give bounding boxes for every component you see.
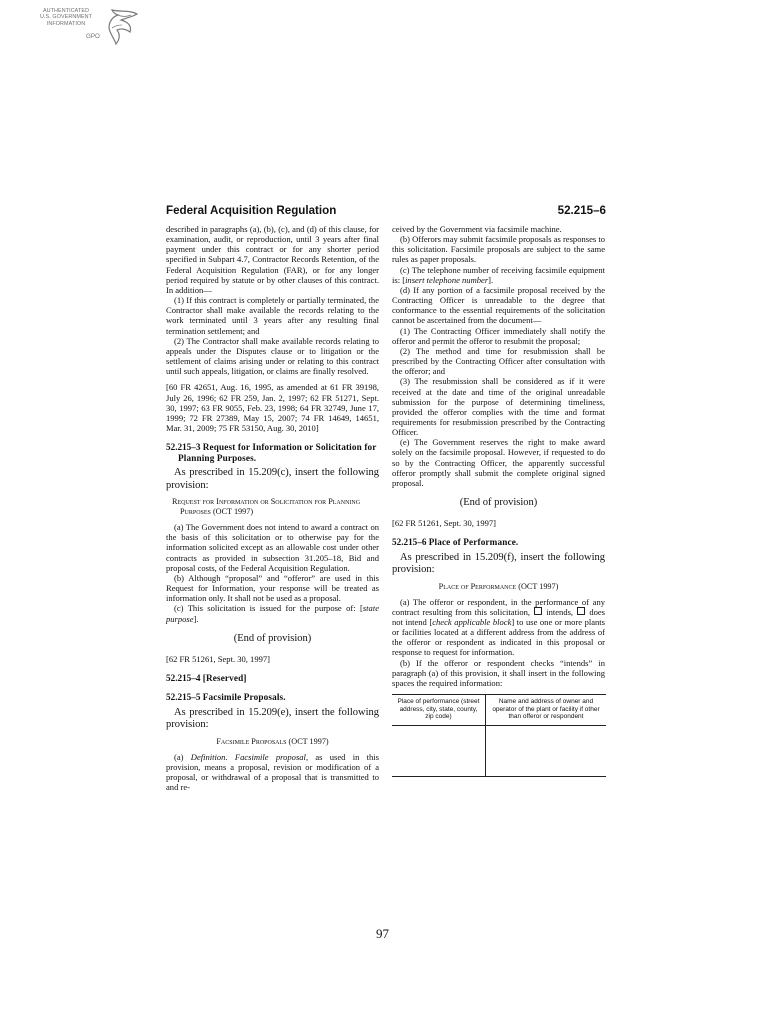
running-head-section: 52.215–6 <box>557 204 606 217</box>
paragraph: (1) If this contract is completely or partially terminated, the Contractor shall make available the records relating to the work terminated until 3 years after any resulting final termination settlement; and <box>166 295 379 336</box>
paragraph: (d) If any portion of a facsimile proposal received by the Contracting Officer is unreadable to the degree that conformance to the essential requirements of the solicitation cannot be ascertained from the document— <box>392 284 605 326</box>
seal-text <box>28 8 104 27</box>
section-heading-52-215-4 <box>166 673 379 684</box>
end-of-provision: (End of provision) <box>233 632 312 644</box>
table-header: Name and address of owner and operator of the plant or facility if other than offeror or respondent <box>485 695 606 726</box>
text-run: (c) The telephone number of receiving facsimile equipment is: [ <box>392 264 605 285</box>
italic-text: insert telephone number <box>405 274 489 285</box>
paragraph: (e) The Government reserves the right to make award solely on the facsimile proposal. However, if requested to do so by the Contracting Officer, the apparently successful offeror promptly shall submit the complete original signed proposal. <box>392 437 605 488</box>
table-header-row <box>392 695 606 726</box>
seal-line: AUTHENTICATED <box>42 8 90 14</box>
italic-text: state purpose <box>166 603 379 624</box>
paragraph: (3) The resubmission shall be considered as if it were received at the date and time of the original unreadable submission for the purpose of determining timeliness, provided the offeror complies with the time and format requirements for resubmission prescribed by the Contracting Officer. <box>392 376 605 438</box>
section-heading-52-215-3 <box>166 442 379 463</box>
paragraph <box>392 597 605 658</box>
text-run: ] to use one or more plants or facilities located at a different address from the address of the offeror or respondent as indicated in this proposal or response to request for information. <box>392 616 605 658</box>
provision-title: Place of Performance (OCT 1997) <box>438 581 559 591</box>
text-run: , as used in this provision, means a proposal, revision or modification of a proposal, or withdrawal of a proposal that is transmitted to and re- <box>166 751 380 793</box>
text-run: (c) This solicitation is issued for the purpose of: [ <box>174 603 363 614</box>
section-title: [Reserved] <box>202 672 247 683</box>
citation: [62 FR 51261, Sept. 30, 1997] <box>166 653 270 664</box>
provision-title: Facsimile Proposals (OCT 1997) <box>216 736 329 746</box>
seal-line: INFORMATION <box>46 20 86 27</box>
citation: [60 FR 42651, Aug. 16, 1995, as amended at 61 FR 39198, July 26, 1996; 62 FR 259, Jan. 2, 1997; 62 FR 51271, Sept. 30, 1997; 63 FR 9055, Feb. 23, 1998; 64 FR 32749, June 17, 1999; 72 FR 27389, May 15, 2007; 74 FR 14649, 14651, Mar. 31, 2009; 75 FR 53150, Aug. 30, 2010] <box>166 382 379 433</box>
table-cell-owner[interactable] <box>485 725 606 776</box>
text-run: ]. <box>488 274 494 285</box>
right-column <box>392 224 605 777</box>
section-number: 52.215–4 <box>166 672 201 683</box>
text-run: (a) The offeror or respondent, in the performance of any contract resulting from this solicitation, <box>392 596 605 617</box>
paragraph: (b) If the offeror or respondent checks “intends” in paragraph (a) of this provision, it shall insert in the following spaces the required information: <box>392 657 605 688</box>
eagle-icon <box>106 8 140 48</box>
paragraph <box>166 752 379 793</box>
paragraph <box>392 265 605 285</box>
table-cell-place[interactable] <box>392 725 485 776</box>
running-head-title: Federal Acquisition Regulation <box>166 204 337 217</box>
section-heading-52-215-6 <box>392 537 605 548</box>
section-title: Place of Performance. <box>428 537 519 548</box>
paragraph: ceived by the Government via facsimile machine. <box>392 224 562 234</box>
paragraph: (2) The Contractor shall make available records relating to appeals under the Disputes clause or to litigation or the settlement of claims arising under or relating to this contract until such appeals, litigation, or claims are finally resolved. <box>166 335 379 377</box>
table-row <box>392 725 606 776</box>
section-title: Facsimile Proposals. <box>202 692 286 703</box>
section-title: Request for Information or Solicitation for Planning Purposes. <box>178 442 377 463</box>
paragraph: (a) The Government does not intend to award a contract on the basis of this solicitation or to otherwise pay for the information solicited except as an allowable cost under other contracts as provided in subsection 31.205–18, Bid and proposal costs, of the Federal Acquisition Regulation. <box>166 522 379 573</box>
paragraph: (b) Offerors may submit facsimile proposals as responses to this solicitation. Facsimile proposals are subject to the same rules as paper proposals. <box>392 234 605 265</box>
text-run: ]. <box>193 613 199 624</box>
section-number: 52.215–6 <box>392 537 427 548</box>
paragraph: (2) The method and time for resubmission shall be prescribed by the Contracting Officer after consultation with the offeror; and <box>392 345 605 377</box>
seal-gpo: GPO <box>86 33 100 40</box>
text-run: does not intend [ <box>392 606 605 627</box>
section-heading-52-215-5 <box>166 692 379 703</box>
prescribed-text: As prescribed in 15.209(e), insert the following provision: <box>166 707 379 731</box>
does-not-intend-checkbox[interactable] <box>577 607 586 616</box>
provision-title: Request for Information or Solicitation for Planning Purposes (OCT 1997) <box>172 497 361 517</box>
prescribed-text: As prescribed in 15.209(c), insert the following provision: <box>166 467 379 491</box>
gpo-authentication-seal <box>28 6 140 50</box>
left-column <box>166 224 379 792</box>
seal-line: U.S. GOVERNMENT <box>39 14 93 21</box>
intends-checkbox[interactable] <box>534 607 543 616</box>
citation: [62 FR 51261, Sept. 30, 1997] <box>392 518 496 529</box>
end-of-provision: (End of provision) <box>459 497 538 509</box>
section-number: 52.215–5 <box>166 692 201 703</box>
section-number: 52.215–3 <box>166 442 201 453</box>
italic-text: Definition. Facsimile proposal <box>190 751 306 762</box>
paragraph: (b) Although “proposal” and “offeror” are used in this Request for Information, your response will be treated as information only. It shall not be used as a proposal. <box>166 572 379 604</box>
prescribed-text: As prescribed in 15.209(f), insert the following provision: <box>392 551 605 576</box>
paragraph: described in paragraphs (a), (b), (c), and (d) of this clause, for examination, audit, or reproduction, until 3 years after final payment under this contract or for any shorter period specified in Subpart 4.7, Contractor Records Retention, of the Federal Acquisition Regulation (FAR), or for any longer period required by statute or by other clauses of this contract. In addition— <box>166 224 379 295</box>
paragraph <box>166 603 379 623</box>
paragraph: (1) The Contracting Officer immediately shall notify the offeror and permit the offeror to resubmit the proposal; <box>392 325 605 346</box>
table-header: Place of performance (street address, city, state, county, zip code) <box>392 695 485 726</box>
place-of-performance-table <box>392 694 606 777</box>
italic-text: check applicable block <box>432 616 512 627</box>
text-run: intends, <box>543 606 576 617</box>
page-number: 97 <box>376 926 389 941</box>
text-run: (a) <box>174 751 191 762</box>
